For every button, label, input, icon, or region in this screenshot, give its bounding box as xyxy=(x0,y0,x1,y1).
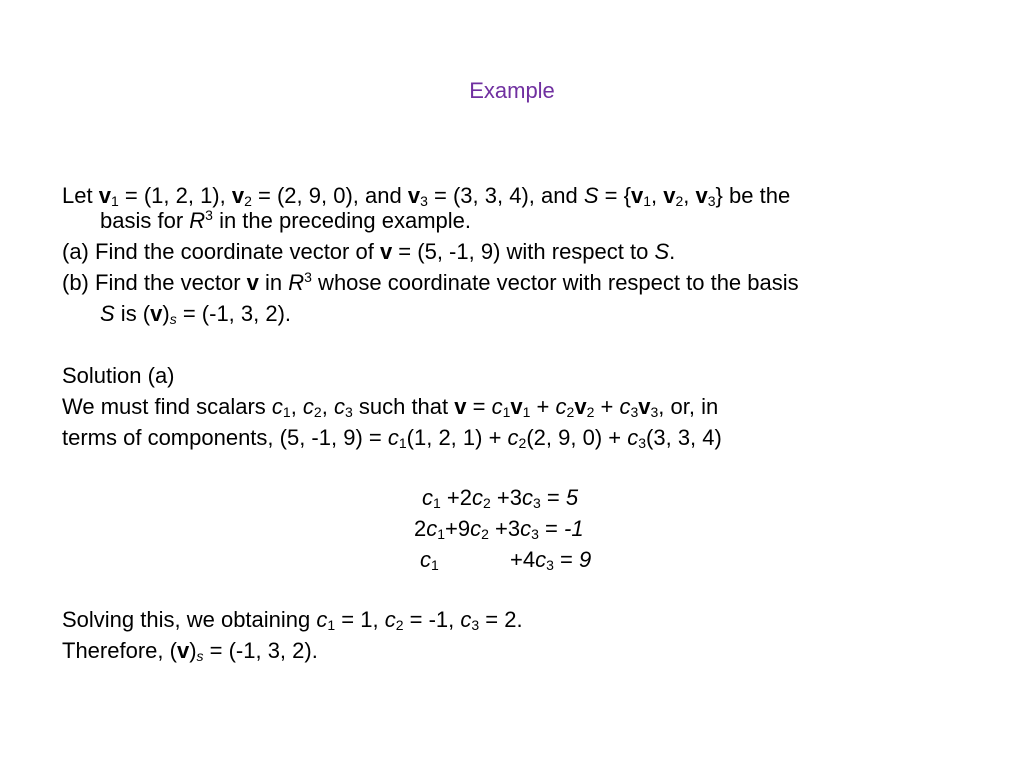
problem-part-b-line-1: (b) Find the vector v in $R^3$ whose coordinate vector with respect to the basis xyxy=(62,269,799,295)
solution-conclusion: Therefore, $(v)_s = (-1$, 3, 2). xyxy=(62,638,318,664)
slide-title: Example xyxy=(469,78,555,103)
equation-system xyxy=(0,482,1024,575)
equation-1: $c_1 +2c_2 +3c_3 = 5$ xyxy=(422,485,579,511)
slide-body xyxy=(62,180,962,453)
problem-part-b-line-2: S is $(v)_s = (-1$, 3, 2). xyxy=(100,301,292,327)
solution-line-2: terms of components, (5, -1, $9) = c_1(1$, 2, $1) + c_2(2$, 9, $0) + c_3(3$, 3, 4) xyxy=(62,425,722,451)
problem-part-a: (a) Find the coordinate vector of v = (5, -1, 9) with respect to S. xyxy=(62,239,676,264)
problem-intro-line-1: Let $v_1 = (1$, 2, 1), $v_2 = (2$, 9, 0), and $v_3 = (3$, 3, 4), and $S = \{v_1$, $v_2$, $v_3$} be the xyxy=(62,183,791,209)
equation-2: $2c_1+9c_2 +3c_3 = -1$ xyxy=(414,516,584,542)
solution-line-1: We must find scalars $c_1$, $c_2$, $c_3$ such that $v = c_1v_1 + c_2v_2 + c_3v_3$, or, in xyxy=(62,394,719,420)
problem-intro-line-2: basis for $R^3$ in the preceding example. xyxy=(100,207,472,233)
solution-result-block xyxy=(62,604,523,666)
solution-result: Solving this, we obtaining $c_1 = 1$, $c_2 = -1$, $c_3 = 2$. xyxy=(62,607,523,633)
equation-3: $c_1$ $+4c_3 = 9$ xyxy=(420,547,592,573)
solution-heading: Solution (a) xyxy=(62,363,175,388)
